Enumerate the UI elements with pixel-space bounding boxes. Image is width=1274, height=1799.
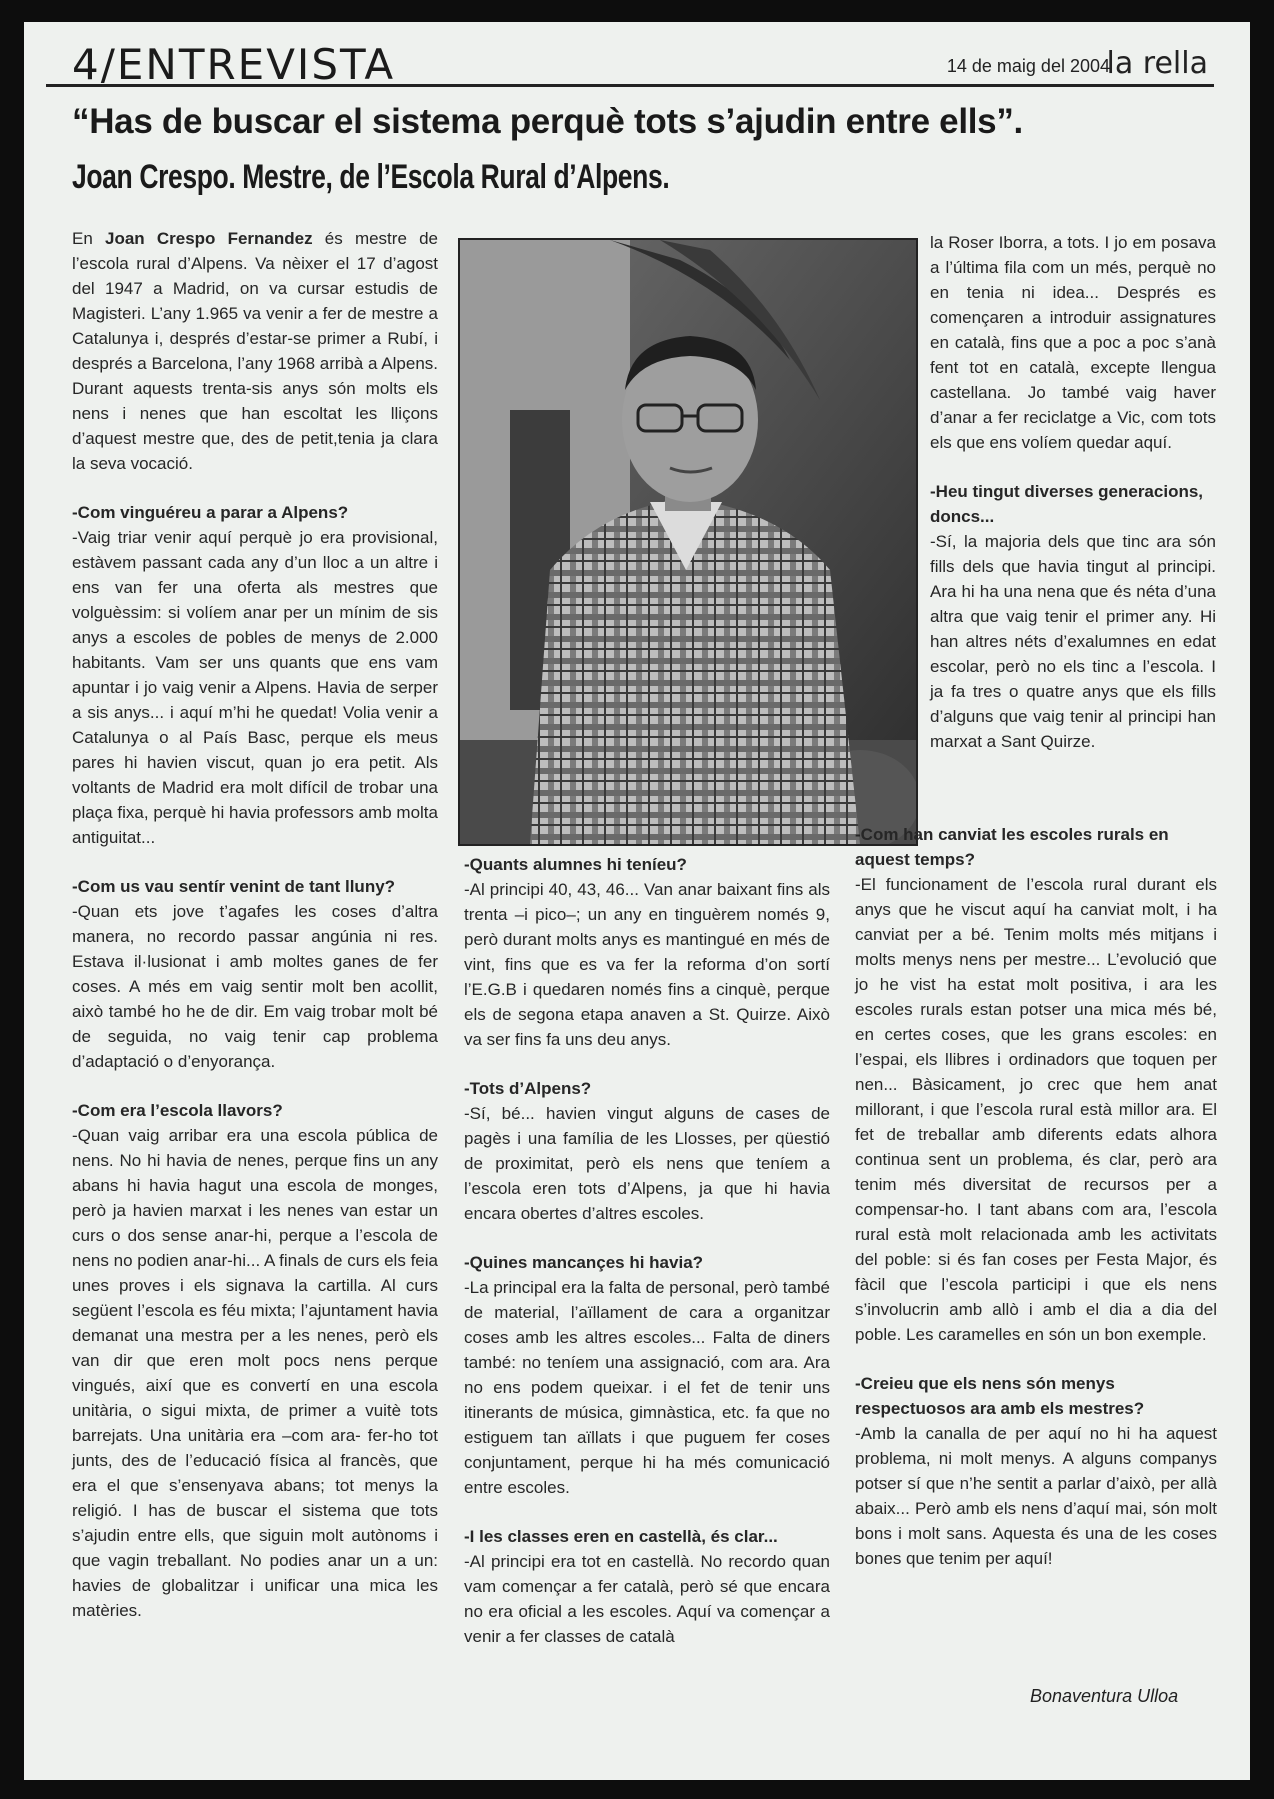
section-label: 4/ENTREVISTA [72,40,396,89]
question: -Quines mancançes hi havia? [464,1253,704,1272]
question: -I les classes eren en castellà, és clar... [464,1527,778,1546]
question: -Quants alumnes hi teníeu? [464,855,687,874]
author-byline: Bonaventura Ulloa [1030,1686,1179,1706]
question: -Com us vau sentír venint de tant lluny? [72,877,396,896]
question: -Creieu que els nens són menys respectuosos ara amb els mestres? [855,1374,1145,1418]
subhead: Joan Crespo. Mestre, de l’Escola Rural d’Alpens. [72,158,670,196]
portrait-illustration [460,240,916,844]
answer: -Quan vaig arribar era una escola pública de nens. No hi havia de nenes, perque fins un any abans hi havia hagut una escola de monges, però ja havien marxat i les nenes van estar un curs o dos sense anar-hi, perque a l’escola de nens no podien anar-hi... A finals de curs els feia unes proves i els signava la cartilla. Al curs següent l’escola es féu mixta; l’ajuntament havia demanat una mestra per a les nenes, però els van dir que eren molt pocs nens perque vingués, així que es convertí en una escola unitària, o sigui mixta, de primer a vuitè tots barrejats. Una unitària era –com ara- fer-ho tot junts, des de l’educació física al francès, que era el que s’ensenyava abans; tot menys la religió. I has de buscar el sistema que tots s’ajudin entre ells, que siguin molt autònoms i que vagin treballant. No podies anar un a un: havies de globalitzar i unificar una mica les matèries. [72,1126,438,1620]
headline: “Has de buscar el sistema perquè tots s’ajudin entre ells”. [72,102,1023,141]
question: -Tots d’Alpens? [464,1079,592,1098]
publication-name: la rella [1106,46,1208,81]
issue-date: 14 de maig del 2004 [946,56,1110,76]
answer: -La principal era la falta de personal, però també de material, l’aïllament de cara a organitzar coses amb les altres escoles... Falta de diners també: no teníem una assignació, com ara. Ara no ens podem queixar. i el fet de tenir uns itinerants de música, gimnàstica, etc. fa que no estiguem tan aïllats i que puguem fer coses conjuntament, perque hi ha més comunicació entre escoles. [464,1278,830,1497]
answer: -Vaig triar venir aquí perquè jo era provisional, estàvem passant cada any d’un lloc a un altre i ens van fer una oferta als mestres que volguèssim: si volíem anar per un mínim de sis anys a escoles de pobles de menys de 2.000 habitants. Vam ser uns quants que ens vam apuntar i jo vaig venir a Alpens. Havia de serper a sis anys... i aquí m’hi he quedat! Volia venir a Catalunya o al País Basc, perque els meus pares hi havien viscut, quan jo era petit. Als voltants de Madrid era molt difícil de trobar una plaça fixa, perquè hi havia professors amb molta antiguitat... [72,528,438,847]
column-3-top [930,230,1216,778]
interviewee-photo [458,238,918,846]
answer: -Al principi 40, 43, 46... Van anar baixant fins als trenta –i pico–; un any en tinguèrem només 9, però durant molts anys es mantingué en més de vint, fins que es va fer la reforma d’on sortí l’E.G.B i quedaren només fins a cinquè, perque els de segona etapa anaven a St. Quirze. Això va ser fins fa uns deu anys. [464,880,830,1049]
answer: -Quan ets jove t’agafes les coses d’altra manera, no recordo passar angúnia ni res. Estava il·lusionat i amb moltes ganes de fer coses. A més em vaig sentir molt ben acollit, això també ho he de dir. Em vaig trobar molt bé de seguida, no vaig tenir cap problema d’adaptació o d’enyorança. [72,902,438,1071]
answer: -Sí, la majoria dels que tinc ara són fills dels que havia tingut al principi. Ara hi ha una nena que és néta d’una altra que vaig tenir el primer any. Hi han altres néts d’exalumnes en edat escolar, però no els tinc a l’escola. I ja fa tres o quatre anys que els fills d’alguns que vaig tenir al principi han marxat a Sant Quirze. [930,532,1216,751]
answer: -Amb la canalla de per aquí no hi ha aquest problema, ni molt menys. A alguns companys potser sí que n’he sentit a parlar d’això, per allà abaix... Però amb els nens d’aquí mai, són molt bons i molt sans. Aquesta és una de les coses bones que tenim per aquí! [855,1424,1217,1568]
column-2 [464,852,830,1673]
column-3-bottom [855,822,1217,1595]
question: -Com vinguéreu a parar a Alpens? [72,503,349,522]
question: -Com era l’escola llavors? [72,1101,283,1120]
question: -Com han canviat les escoles rurals en aquest temps? [855,825,1169,869]
question: -Heu tingut diverses generacions, doncs... [930,482,1204,526]
answer: -El funcionament de l’escola rural durant els anys que he viscut aquí ha canviat molt, i ha canviat per a bé. Tenim molts més mitjans i molts menys nens per mestre... L’evolució que jo he vist ha estat molt positiva, i ara les escoles rurals estan potser una mica més bé, en certes coses, que les grans escoles: en l’espai, els llibres i ordinadors que toquen per nen... Bàsicament, jo crec que hem anat millorant, i que l’escola rural està millor ara. El fet de treballar amb diferents edats alhora continua sent un problema, és clar, però ara tenim més diversitat de recursos per a compensar-ho. I tant abans com ara, l’escola rural està molt relacionada amb les activitats del poble: si és fan coses per Festa Major, és fàcil que l’escola participi i que els nens s’involucrin amb allò i amb el dia a dia del poble. Les caramelles en són un bon exemple. [855,875,1217,1344]
answer-continued: la Roser Iborra, a tots. I jo em posava a l’última fila com un més, perquè no en tenia ni idea... Després es començaren a introduir assignatures en català, fins que a poc a poc s’anà fent tot en català, excepte llengua castellana. Jo també vaig haver d’anar a fer reciclatge a Vic, com tots els que ens volíem quedar aquí. [930,233,1216,452]
interviewee-name: Joan Crespo Fernandez [104,229,313,248]
intro-paragraph: En Joan Crespo Fernandez és mestre de l’escola rural d’Alpens. Va nèixer el 17 d’agost del 1947 a Madrid, on va cursar estudis de Magisteri. L’any 1.965 va venir a fer de mestre a Catalunya i, després d’estar-se primer a Rubí, i després a Barcelona, l’any 1968 arribà a Alpens. Durant aquests trenta-sis anys són molts els nens i nenes que han escoltat les lliçons d’aquest mestre que, des de petit,tenia ja clara la seva vocació. [72,229,438,473]
page-header [46,34,1214,87]
column-1 [72,226,438,1647]
answer: -Sí, bé... havien vingut alguns de cases de pagès i una família de les Llosses, per qüestió de proximitat, però els nens que teníem a l’escola eren tots d’Alpens, ja que hi havia encara obertes d’altres escoles. [464,1104,830,1223]
answer: -Al principi era tot en castellà. No recordo quan vam començar a fer català, però sé que encara no era oficial a les escoles. Aquí va començar a venir a fer classes de català [464,1552,830,1646]
